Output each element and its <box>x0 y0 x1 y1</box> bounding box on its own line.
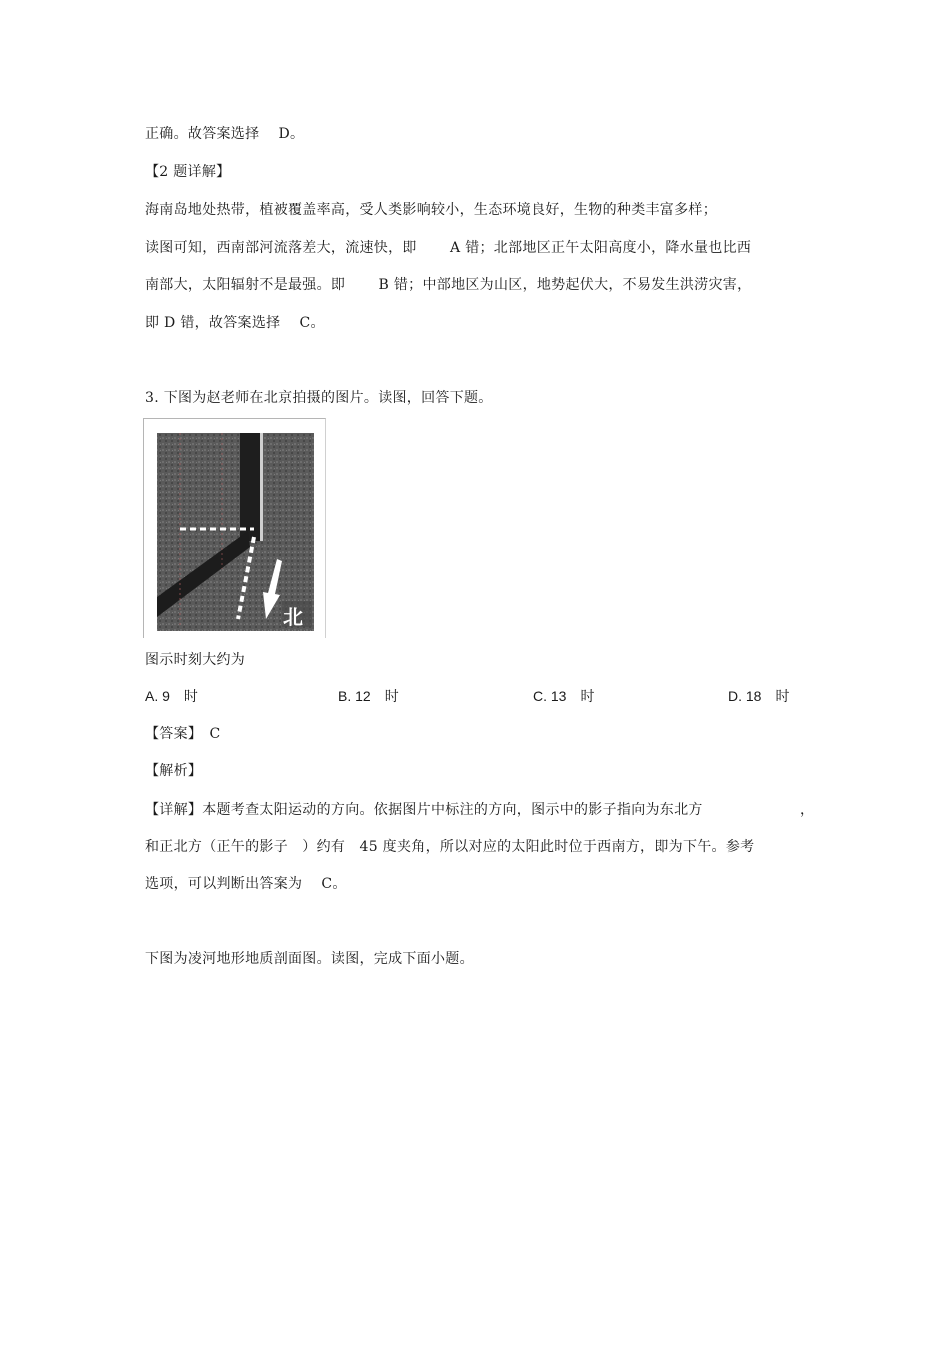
next-question-intro: 下图为凌河地形地质剖面图。读图，完成下面小题。 <box>145 951 474 967</box>
detail-line-1-comma: ， <box>800 802 814 818</box>
detail-line-3: 选项，可以判断出答案为 C。 <box>145 876 347 892</box>
shadow-photo-graphic <box>144 419 327 639</box>
detail-line-2: 和正北方（正午的影子 ）约有 45 度夹角，所以对应的太阳此时位于西南方，即为下午。参考 <box>145 839 755 855</box>
explanation-line-3: 南部大，太阳辐射不是最强。即 B 错；中部地区为山区，地势起伏大，不易发生洪涝灾害， <box>145 277 752 293</box>
option-c: C. 13 时 <box>533 688 595 704</box>
explanation-line-2: 读图可知，西南部河流落差大，流速快，即 A 错；北部地区正午太阳高度小，降水量也比西 <box>145 240 752 256</box>
question-3-stem: 3. 下图为赵老师在北京拍摄的图片。读图，回答下题。 <box>145 390 493 406</box>
option-b: B. 12 时 <box>338 688 399 704</box>
shadow-photo <box>143 418 326 638</box>
detail-line-1: 【详解】本题考查太阳运动的方向。依据图片中标注的方向，图示中的影子指向为东北方 <box>145 802 703 818</box>
option-d: D. 18 时 <box>728 688 790 704</box>
analysis-label: 【解析】 <box>145 763 203 779</box>
option-a: A. 9 时 <box>145 688 198 704</box>
north-label: 北 <box>283 605 303 629</box>
explanation-line-1: 海南岛地处热带，植被覆盖率高，受人类影响较小，生态环境良好，生物的种类丰富多样； <box>145 202 717 218</box>
question-3-prompt: 图示时刻大约为 <box>145 652 246 668</box>
answer-line-previous: 正确。故答案选择 D。 <box>145 126 305 142</box>
subquestion-2-heading: 【2 题详解】 <box>145 164 231 180</box>
explanation-line-4: 即 D 错，故答案选择 C。 <box>145 315 325 331</box>
answer-label: 【答案】 C <box>145 726 221 742</box>
